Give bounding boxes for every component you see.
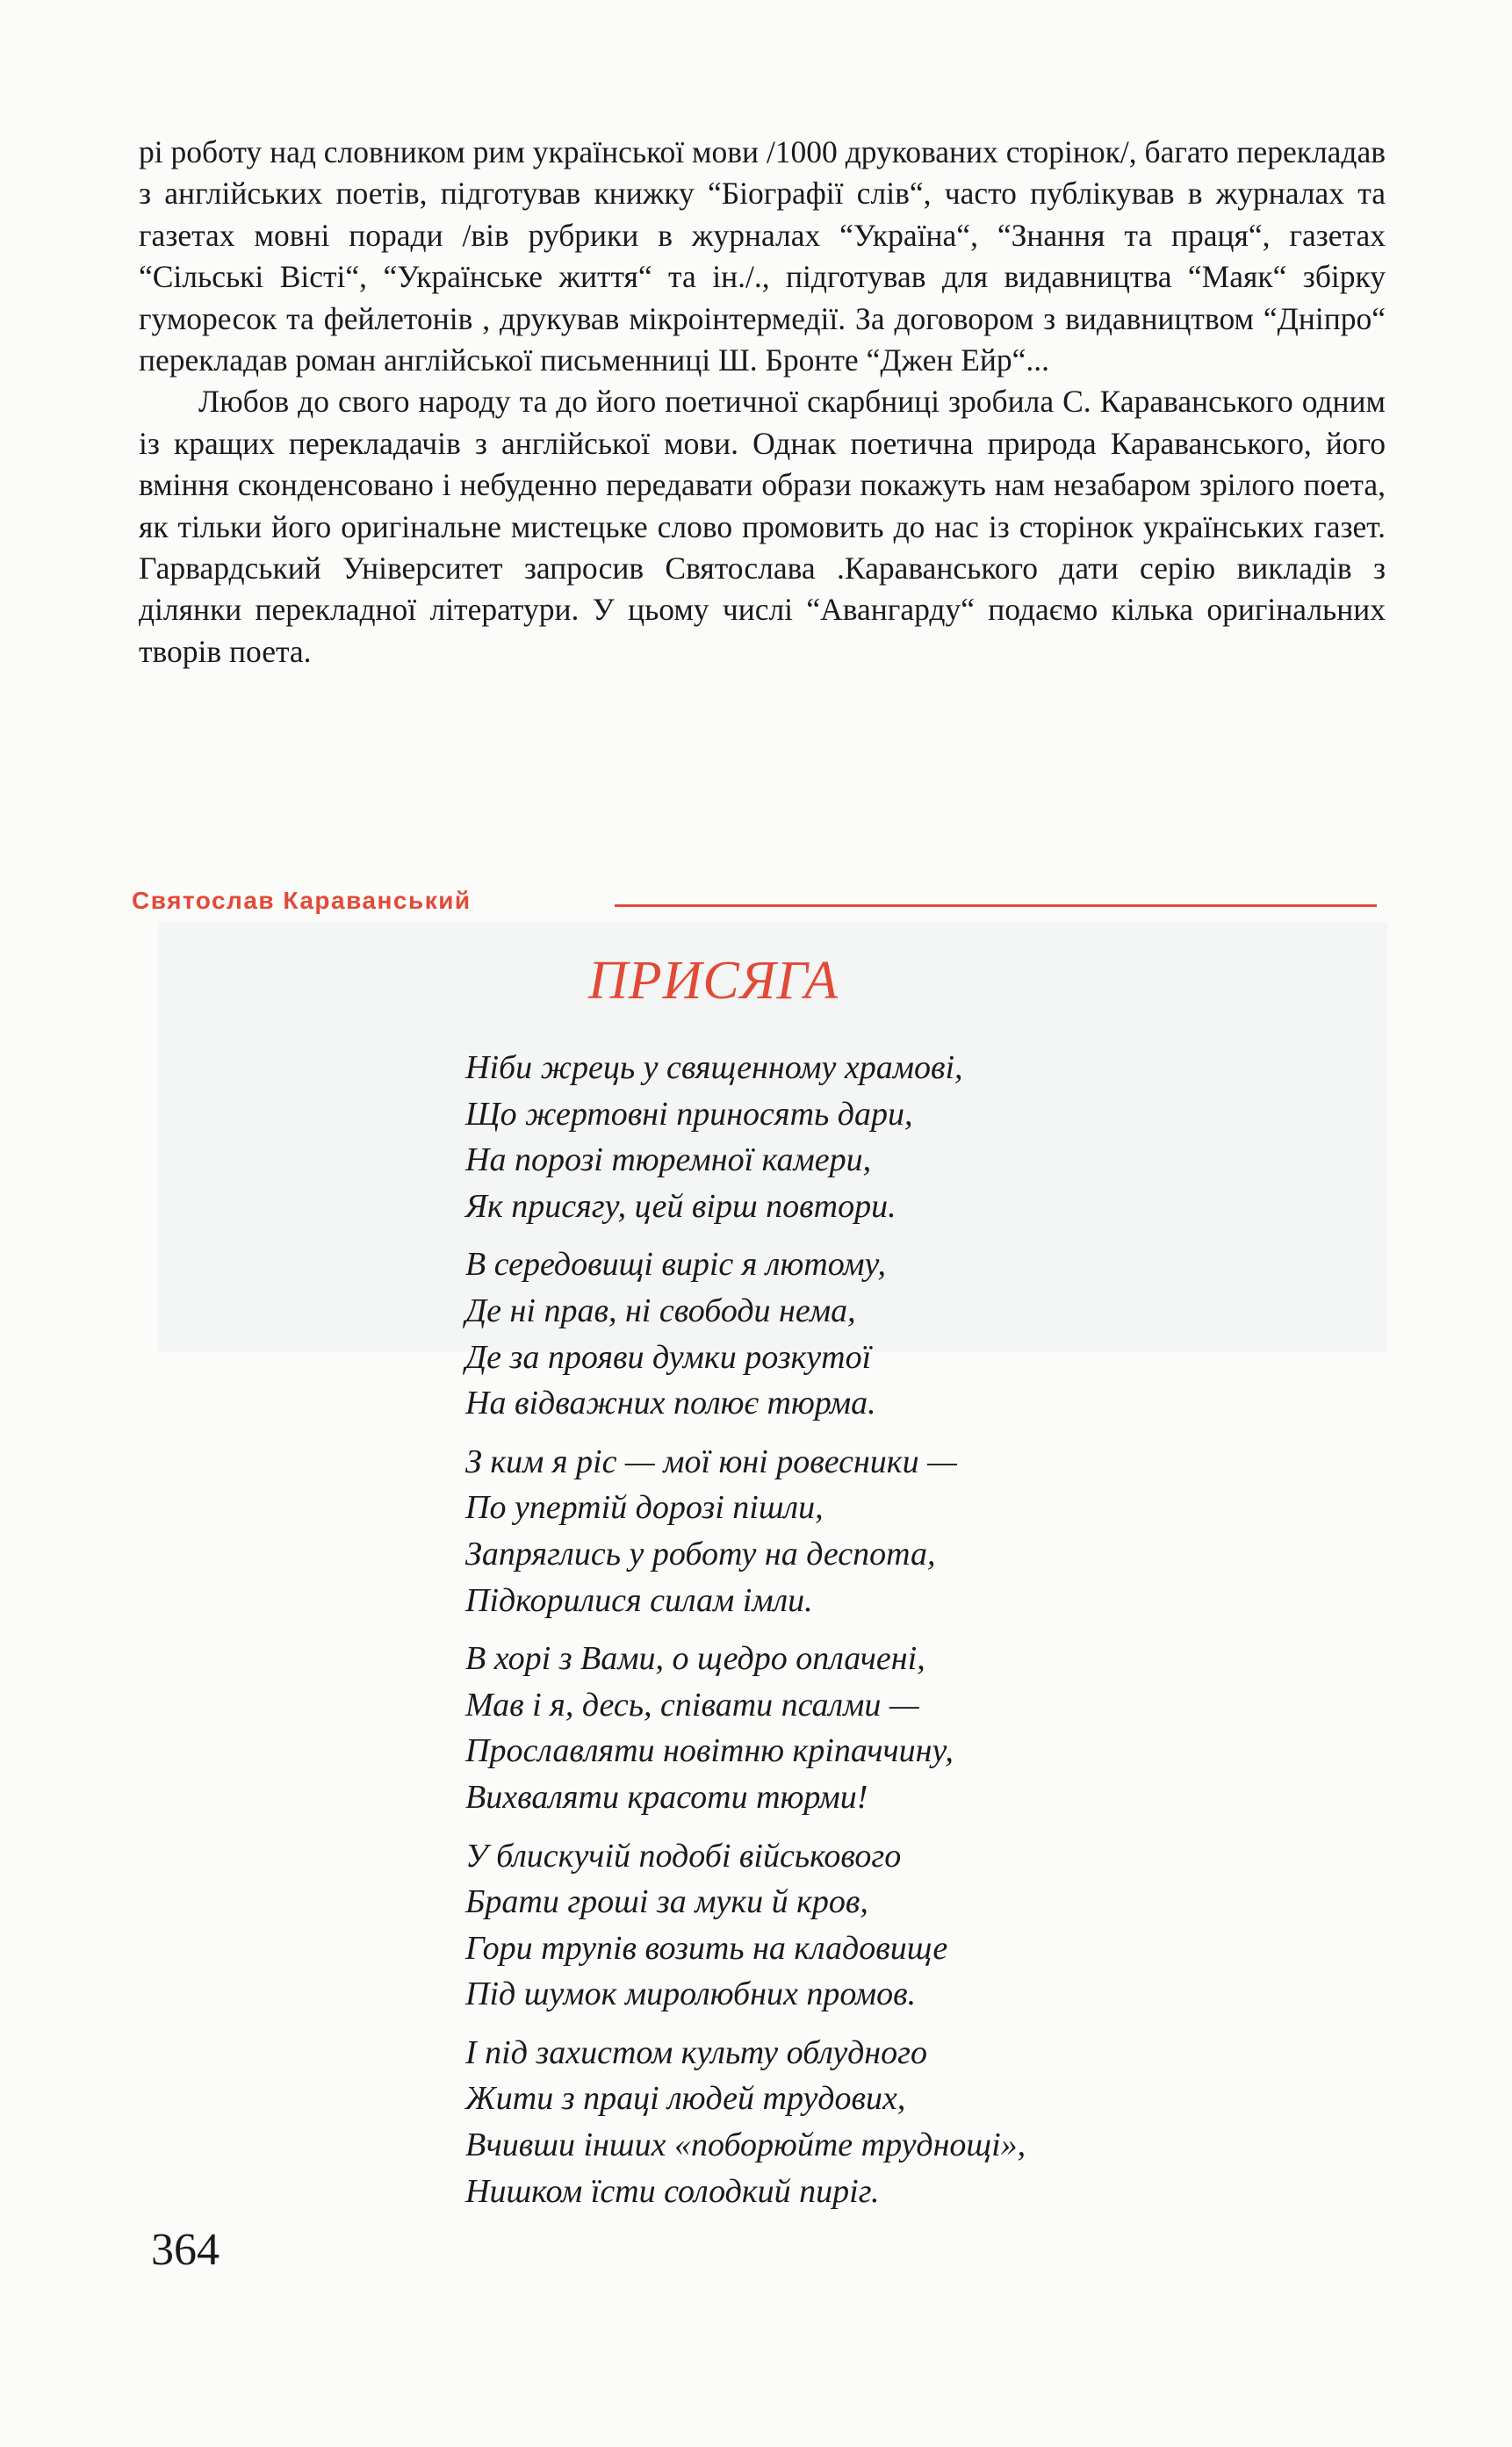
poem-line: Де ні прав, ні свободи нема, bbox=[465, 1292, 856, 1329]
poem-stanza-3 bbox=[465, 1439, 1387, 1623]
poem-line: Ніби жрець у священному храмові, bbox=[465, 1049, 963, 1086]
poem-line: Запряглись у роботу на деспота, bbox=[465, 1535, 936, 1573]
poem-line: На порозі тюремної камери, bbox=[465, 1141, 872, 1179]
page-number: 364 bbox=[151, 2225, 220, 2275]
poem-line: Що жертовні приносять дари, bbox=[465, 1095, 913, 1133]
intro-paragraph-2: Любов до свого народу та до його поетичної скарбниці зробила С. Караванського одним із кращих перекладачів з англійської мови. Однак поетична природа Караванського, його вміння сконденсовано і небуденно передавати образи покажуть нам незабаром зрілого поета, як тільки його оригінальне мистецьке слово промовить до нас із сторінок українських газет. Гарвардський Університет запросив Святослава .Караванського дати серію викладів з ділянки перекладної літератури. У цьому числі “Авангарду“ подаємо кілька оригінальних творів поета. bbox=[139, 384, 1386, 669]
poem-line: В хорі з Вами, о щедро оплачені, bbox=[465, 1640, 925, 1678]
poem-line: І під захистом культу облудного bbox=[465, 2033, 927, 2071]
poem-line: По упертій дорозі пішли, bbox=[465, 1489, 824, 1527]
author-divider bbox=[615, 904, 1377, 907]
poem-line: Прославляти новітню кріпаччину, bbox=[465, 1732, 954, 1770]
poem-line: Нишком їсти солодкий пиріг. bbox=[465, 2172, 880, 2210]
poem-line: Як присягу, цей вірш повтори. bbox=[465, 1187, 896, 1225]
poem-line: З ким я ріс — мої юні ровесники — bbox=[465, 1443, 957, 1480]
poem-line: Де за прояви думки розкутої bbox=[465, 1338, 872, 1376]
poem-line: На відважних полює тюрма. bbox=[465, 1385, 876, 1422]
poem-stanza-5 bbox=[465, 1833, 1387, 2018]
intro-text bbox=[139, 132, 1386, 673]
intro-paragraph-1: рі роботу над словником рим української мови /1000 друкованих сторінок/, багато перекладав з англійських поетів, підготував книжку “Біографії слів“, часто публікував в журналах та газетах мовні поради /вів рубрики в журналах “Україна“, “Знання та праця“, газетах “Сільські Вісті“, “Українське життя“ та ін./., підготував для видавництва “Маяк“ збірку гуморесок та фейлетонів , друкував мікроінтермедії. За договором з видавництвом “Дніпро“ перекладав роман англійської письменниці Ш. Бронте “Джен Ейр“... bbox=[139, 134, 1386, 378]
poem-line: Вихваляти красоти тюрми! bbox=[465, 1778, 868, 1816]
poem-line: В середовищі виріс я лютому, bbox=[465, 1246, 886, 1284]
poem-line: У блискучій подобі військового bbox=[465, 1837, 902, 1875]
poem-body bbox=[465, 1045, 1387, 2227]
poem-title: ПРИСЯГА bbox=[588, 951, 839, 1011]
poem-line: Гори трупів возить на кладовище bbox=[465, 1929, 948, 1967]
poem-line: Мав і я, десь, співати псалми — bbox=[465, 1686, 919, 1724]
poem-line: Жити з праці людей трудових, bbox=[465, 2080, 906, 2118]
poem-stanza-4 bbox=[465, 1636, 1387, 1820]
author-header bbox=[132, 878, 1379, 931]
poem-stanza-1 bbox=[465, 1045, 1387, 1229]
author-name: Святослав Караванський bbox=[132, 887, 472, 914]
poem-stanza-6 bbox=[465, 2030, 1387, 2214]
poem-line: Підкорилися силам імли. bbox=[465, 1581, 813, 1619]
poem-line: Вчивши інших «поборюйте труднощі», bbox=[465, 2127, 1026, 2164]
poem-stanza-2 bbox=[465, 1241, 1387, 1426]
poem-line: Під шумок миролюбних промов. bbox=[465, 1976, 917, 2013]
poem-line: Брати гроші за муки й кров, bbox=[465, 1883, 868, 1921]
